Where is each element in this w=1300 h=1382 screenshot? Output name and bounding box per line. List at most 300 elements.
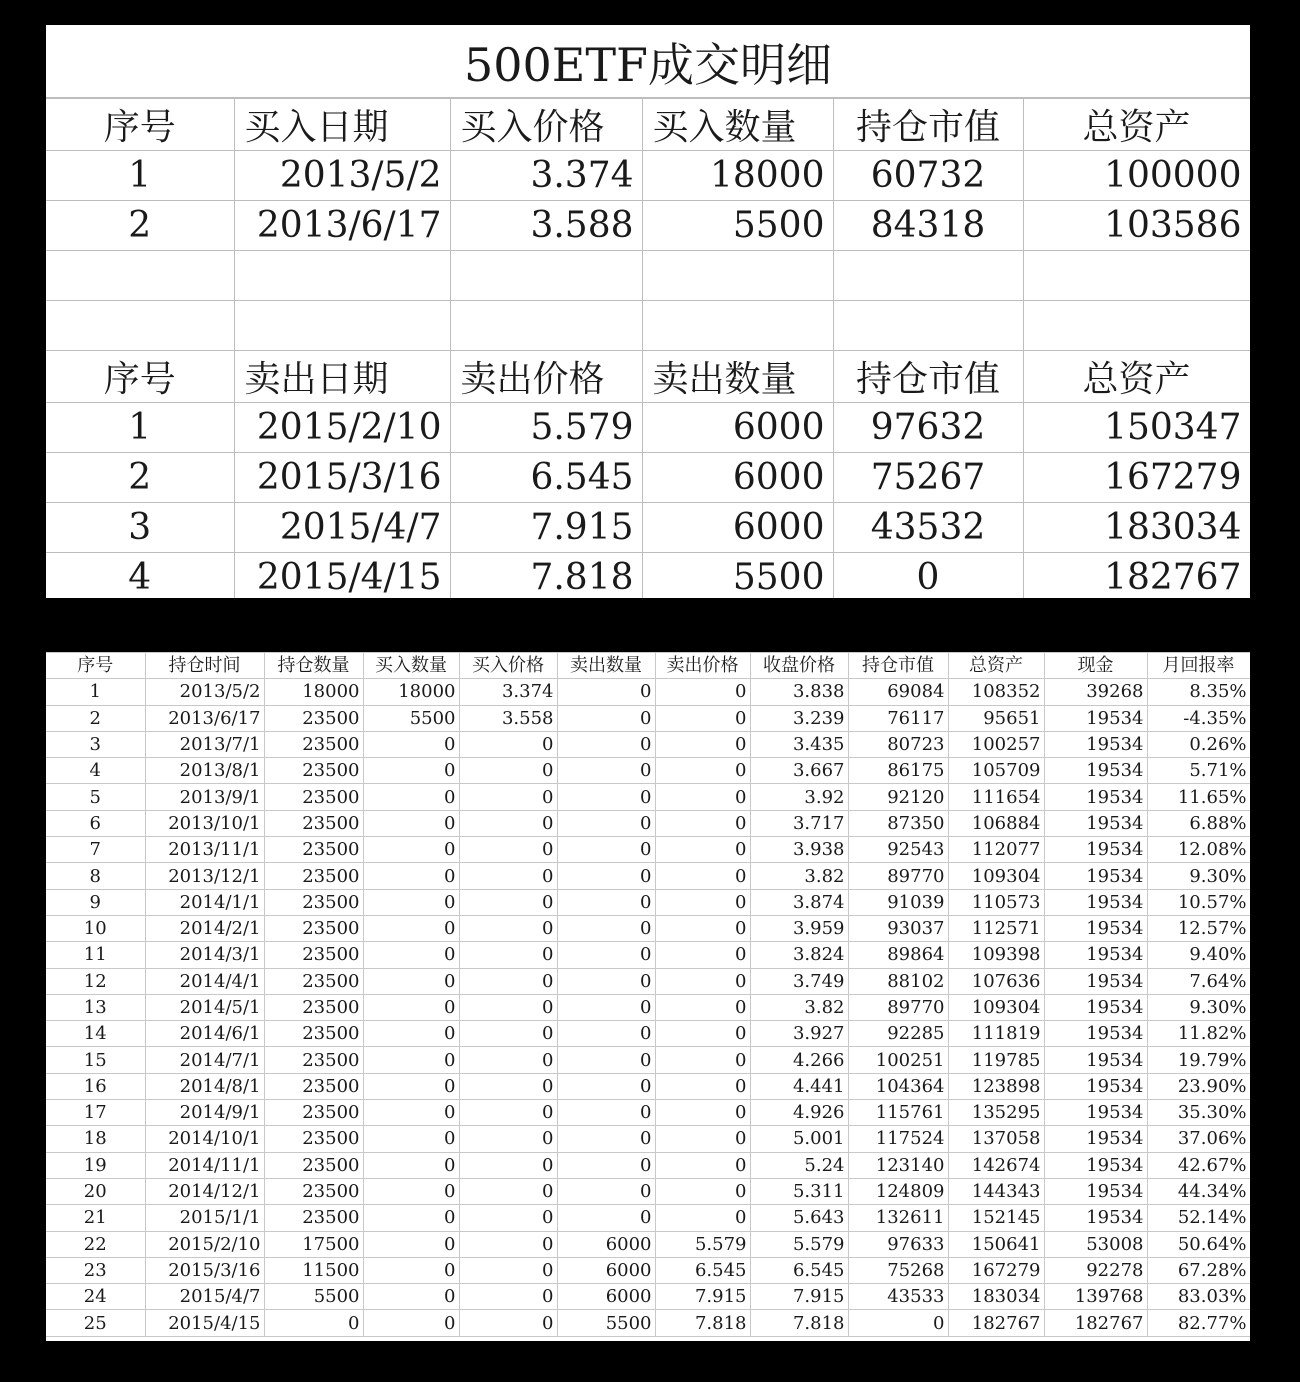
table-cell[interactable]: 0 <box>363 942 459 968</box>
table-cell[interactable]: 7 <box>46 837 145 863</box>
table-cell[interactable]: 2014/9/1 <box>145 1100 264 1126</box>
table-cell[interactable]: 0 <box>459 731 557 757</box>
table-cell[interactable]: 0 <box>655 889 750 915</box>
table-cell[interactable]: 23500 <box>264 1021 363 1047</box>
table-cell[interactable]: 2014/7/1 <box>145 1047 264 1073</box>
table-cell[interactable]: 0 <box>363 784 459 810</box>
table-cell[interactable]: 19534 <box>1044 731 1147 757</box>
column-header[interactable]: 序号 <box>46 99 234 151</box>
table-cell[interactable]: 19534 <box>1044 968 1147 994</box>
table-cell[interactable]: 2013/5/2 <box>145 679 264 705</box>
table-cell[interactable]: 0 <box>363 1257 459 1283</box>
table-cell[interactable]: 86175 <box>848 758 948 784</box>
table-cell[interactable]: 0 <box>557 810 655 836</box>
empty-cell[interactable] <box>642 301 833 351</box>
table-cell[interactable]: 11.82% <box>1147 1021 1250 1047</box>
table-cell[interactable]: 6.545 <box>655 1257 750 1283</box>
table-cell[interactable]: 2013/11/1 <box>145 837 264 863</box>
table-cell[interactable]: 23500 <box>264 942 363 968</box>
table-cell[interactable]: 3 <box>46 503 234 553</box>
table-cell[interactable]: 23500 <box>264 837 363 863</box>
table-cell[interactable]: 18000 <box>264 679 363 705</box>
table-cell[interactable]: 83.03% <box>1147 1284 1250 1310</box>
table-cell[interactable]: 2014/4/1 <box>145 968 264 994</box>
column-header[interactable]: 现金 <box>1044 653 1147 679</box>
table-cell[interactable]: 19534 <box>1044 837 1147 863</box>
table-cell[interactable]: 7.915 <box>655 1284 750 1310</box>
column-header[interactable]: 序号 <box>46 351 234 403</box>
table-cell[interactable]: 7.915 <box>750 1284 848 1310</box>
table-cell[interactable]: 19534 <box>1044 1073 1147 1099</box>
table-cell[interactable]: 76117 <box>848 705 948 731</box>
table-cell[interactable]: 0 <box>459 1231 557 1257</box>
table-cell[interactable]: 112077 <box>948 837 1044 863</box>
table-cell[interactable]: 0 <box>557 1178 655 1204</box>
table-cell[interactable]: 19534 <box>1044 1178 1147 1204</box>
table-cell[interactable]: 19 <box>46 1152 145 1178</box>
table-cell[interactable]: 0 <box>459 784 557 810</box>
table-cell[interactable]: 0 <box>557 1047 655 1073</box>
table-cell[interactable]: 5 <box>46 784 145 810</box>
table-cell[interactable]: 69084 <box>848 679 948 705</box>
table-cell[interactable]: 2013/6/17 <box>234 201 450 251</box>
table-cell[interactable]: 107636 <box>948 968 1044 994</box>
table-cell[interactable]: 95651 <box>948 705 1044 731</box>
table-cell[interactable]: 0 <box>363 1284 459 1310</box>
table-cell[interactable]: 0 <box>459 915 557 941</box>
empty-cell[interactable] <box>833 251 1023 301</box>
table-cell[interactable]: 167279 <box>1023 453 1250 503</box>
table-cell[interactable]: 137058 <box>948 1126 1044 1152</box>
table-cell[interactable]: 23500 <box>264 1073 363 1099</box>
column-header[interactable]: 持仓数量 <box>264 653 363 679</box>
table-cell[interactable]: 23500 <box>264 1126 363 1152</box>
table-cell[interactable]: 0 <box>655 758 750 784</box>
table-cell[interactable]: 3.927 <box>750 1021 848 1047</box>
table-cell[interactable]: 182767 <box>1023 553 1250 599</box>
table-cell[interactable]: 2013/10/1 <box>145 810 264 836</box>
table-cell[interactable]: 3.667 <box>750 758 848 784</box>
table-cell[interactable]: 182767 <box>948 1310 1044 1336</box>
table-cell[interactable]: 89864 <box>848 942 948 968</box>
table-cell[interactable]: 87350 <box>848 810 948 836</box>
table-cell[interactable]: 139768 <box>1044 1284 1147 1310</box>
table-cell[interactable]: 2 <box>46 201 234 251</box>
column-header[interactable]: 总资产 <box>1023 99 1250 151</box>
table-cell[interactable]: 0 <box>557 968 655 994</box>
table-cell[interactable]: 119785 <box>948 1047 1044 1073</box>
table-cell[interactable]: 10 <box>46 915 145 941</box>
table-cell[interactable]: 2015/3/16 <box>145 1257 264 1283</box>
table-cell[interactable]: 0 <box>655 810 750 836</box>
table-cell[interactable]: 0 <box>363 863 459 889</box>
column-header[interactable]: 卖出数量 <box>557 653 655 679</box>
table-cell[interactable]: 23500 <box>264 863 363 889</box>
table-cell[interactable]: 0 <box>557 679 655 705</box>
table-cell[interactable]: 105709 <box>948 758 1044 784</box>
table-cell[interactable]: 23500 <box>264 889 363 915</box>
table-cell[interactable]: 2014/10/1 <box>145 1126 264 1152</box>
table-cell[interactable]: 109398 <box>948 942 1044 968</box>
table-cell[interactable]: 2014/6/1 <box>145 1021 264 1047</box>
table-cell[interactable]: 1 <box>46 151 234 201</box>
table-cell[interactable]: 0 <box>557 863 655 889</box>
table-cell[interactable]: 80723 <box>848 731 948 757</box>
table-cell[interactable]: 0 <box>459 1047 557 1073</box>
table-cell[interactable]: 2014/2/1 <box>145 915 264 941</box>
table-cell[interactable]: 2 <box>46 453 234 503</box>
table-cell[interactable]: 0 <box>459 837 557 863</box>
table-cell[interactable]: 0 <box>363 1126 459 1152</box>
table-cell[interactable]: 2015/3/16 <box>234 453 450 503</box>
table-cell[interactable]: 67.28% <box>1147 1257 1250 1283</box>
table-cell[interactable]: 123140 <box>848 1152 948 1178</box>
table-cell[interactable]: 2 <box>46 705 145 731</box>
table-cell[interactable]: 6000 <box>557 1284 655 1310</box>
table-cell[interactable]: -4.35% <box>1147 705 1250 731</box>
table-cell[interactable]: 0 <box>557 1073 655 1099</box>
table-cell[interactable]: 0 <box>557 1205 655 1231</box>
table-cell[interactable]: 103586 <box>1023 201 1250 251</box>
table-cell[interactable]: 0 <box>655 679 750 705</box>
table-cell[interactable]: 110573 <box>948 889 1044 915</box>
table-cell[interactable]: 0 <box>363 1310 459 1336</box>
column-header[interactable]: 收盘价格 <box>750 653 848 679</box>
table-cell[interactable]: 3.717 <box>750 810 848 836</box>
table-cell[interactable]: 112571 <box>948 915 1044 941</box>
table-cell[interactable]: 3.239 <box>750 705 848 731</box>
table-cell[interactable]: 0 <box>363 1047 459 1073</box>
table-cell[interactable]: 6000 <box>557 1231 655 1257</box>
table-cell[interactable]: 0 <box>655 968 750 994</box>
table-cell[interactable]: 6.545 <box>750 1257 848 1283</box>
table-cell[interactable]: 5500 <box>557 1310 655 1336</box>
table-cell[interactable]: 19534 <box>1044 942 1147 968</box>
table-cell[interactable]: 19534 <box>1044 1152 1147 1178</box>
table-cell[interactable]: 0 <box>557 837 655 863</box>
table-cell[interactable]: 0 <box>557 784 655 810</box>
table-cell[interactable]: 0 <box>655 1073 750 1099</box>
table-cell[interactable]: 0 <box>459 758 557 784</box>
table-cell[interactable]: 6000 <box>642 453 833 503</box>
table-cell[interactable]: 11 <box>46 942 145 968</box>
table-cell[interactable]: 0 <box>363 810 459 836</box>
table-cell[interactable]: 144343 <box>948 1178 1044 1204</box>
table-cell[interactable]: 0 <box>459 810 557 836</box>
table-cell[interactable]: 37.06% <box>1147 1126 1250 1152</box>
table-cell[interactable]: 0 <box>363 1205 459 1231</box>
table-cell[interactable]: 0 <box>459 1126 557 1152</box>
table-cell[interactable]: 5500 <box>363 705 459 731</box>
empty-cell[interactable] <box>1023 301 1250 351</box>
table-cell[interactable]: 183034 <box>1023 503 1250 553</box>
table-cell[interactable]: 3.374 <box>450 151 642 201</box>
table-cell[interactable]: 2015/4/15 <box>145 1310 264 1336</box>
table-cell[interactable]: 60732 <box>833 151 1023 201</box>
column-header[interactable]: 持仓市值 <box>833 99 1023 151</box>
table-cell[interactable]: 23500 <box>264 810 363 836</box>
table-cell[interactable]: 3.92 <box>750 784 848 810</box>
table-cell[interactable]: 123898 <box>948 1073 1044 1099</box>
table-cell[interactable]: 0 <box>557 1100 655 1126</box>
table-cell[interactable]: 0 <box>459 1152 557 1178</box>
table-cell[interactable]: 115761 <box>848 1100 948 1126</box>
table-cell[interactable]: 0 <box>459 968 557 994</box>
table-cell[interactable]: 23500 <box>264 705 363 731</box>
table-cell[interactable]: 0 <box>459 1310 557 1336</box>
table-cell[interactable]: 19534 <box>1044 915 1147 941</box>
table-cell[interactable]: 4.441 <box>750 1073 848 1099</box>
table-cell[interactable]: 17500 <box>264 1231 363 1257</box>
column-header[interactable]: 买入数量 <box>642 99 833 151</box>
table-cell[interactable]: 3.374 <box>459 679 557 705</box>
column-header[interactable]: 月回报率 <box>1147 653 1250 679</box>
table-cell[interactable]: 0 <box>363 994 459 1020</box>
table-cell[interactable]: 4.266 <box>750 1047 848 1073</box>
table-cell[interactable]: 53008 <box>1044 1231 1147 1257</box>
table-cell[interactable]: 20 <box>46 1178 145 1204</box>
table-cell[interactable]: 23500 <box>264 1178 363 1204</box>
table-cell[interactable]: 3.82 <box>750 863 848 889</box>
table-cell[interactable]: 0 <box>655 994 750 1020</box>
table-cell[interactable]: 42.67% <box>1147 1152 1250 1178</box>
table-cell[interactable]: 0 <box>557 889 655 915</box>
table-cell[interactable]: 23.90% <box>1147 1073 1250 1099</box>
table-cell[interactable]: 0 <box>557 1126 655 1152</box>
table-cell[interactable]: 5500 <box>642 553 833 599</box>
table-cell[interactable]: 10.57% <box>1147 889 1250 915</box>
table-cell[interactable]: 0 <box>655 1100 750 1126</box>
table-cell[interactable]: 0 <box>363 889 459 915</box>
table-cell[interactable]: 0 <box>363 1021 459 1047</box>
table-cell[interactable]: 6.88% <box>1147 810 1250 836</box>
table-cell[interactable]: 0 <box>655 1205 750 1231</box>
table-cell[interactable]: 2014/8/1 <box>145 1073 264 1099</box>
table-cell[interactable]: 100251 <box>848 1047 948 1073</box>
table-cell[interactable]: 5.24 <box>750 1152 848 1178</box>
column-header[interactable]: 总资产 <box>1023 351 1250 403</box>
table-cell[interactable]: 19534 <box>1044 863 1147 889</box>
table-cell[interactable]: 92543 <box>848 837 948 863</box>
table-cell[interactable]: 2013/12/1 <box>145 863 264 889</box>
table-cell[interactable]: 8 <box>46 863 145 889</box>
table-cell[interactable]: 7.64% <box>1147 968 1250 994</box>
table-cell[interactable]: 0 <box>557 1152 655 1178</box>
table-cell[interactable]: 2015/1/1 <box>145 1205 264 1231</box>
table-cell[interactable]: 7.818 <box>450 553 642 599</box>
table-cell[interactable]: 0 <box>655 731 750 757</box>
table-cell[interactable]: 21 <box>46 1205 145 1231</box>
table-cell[interactable]: 0 <box>848 1310 948 1336</box>
table-cell[interactable]: 4 <box>46 553 234 599</box>
table-cell[interactable]: 19534 <box>1044 784 1147 810</box>
table-cell[interactable]: 19534 <box>1044 1205 1147 1231</box>
table-cell[interactable]: 0 <box>655 863 750 889</box>
table-cell[interactable]: 3.82 <box>750 994 848 1020</box>
table-cell[interactable]: 5.71% <box>1147 758 1250 784</box>
table-cell[interactable]: 23500 <box>264 915 363 941</box>
table-cell[interactable]: 23500 <box>264 994 363 1020</box>
table-cell[interactable]: 7.915 <box>450 503 642 553</box>
table-cell[interactable]: 23500 <box>264 784 363 810</box>
table-cell[interactable]: 4 <box>46 758 145 784</box>
table-cell[interactable]: 39268 <box>1044 679 1147 705</box>
table-cell[interactable]: 14 <box>46 1021 145 1047</box>
table-cell[interactable]: 0 <box>655 1021 750 1047</box>
table-cell[interactable]: 0 <box>459 942 557 968</box>
table-cell[interactable]: 19534 <box>1044 758 1147 784</box>
table-cell[interactable]: 150641 <box>948 1231 1044 1257</box>
table-cell[interactable]: 0 <box>459 1257 557 1283</box>
column-header[interactable]: 持仓时间 <box>145 653 264 679</box>
table-cell[interactable]: 1 <box>46 403 234 453</box>
table-cell[interactable]: 0 <box>655 1152 750 1178</box>
table-cell[interactable]: 0 <box>363 837 459 863</box>
table-cell[interactable]: 9.40% <box>1147 942 1250 968</box>
table-cell[interactable]: 84318 <box>833 201 1023 251</box>
column-header[interactable]: 买入数量 <box>363 653 459 679</box>
table-cell[interactable]: 117524 <box>848 1126 948 1152</box>
table-cell[interactable]: 0 <box>459 994 557 1020</box>
empty-cell[interactable] <box>234 251 450 301</box>
table-cell[interactable]: 17 <box>46 1100 145 1126</box>
table-cell[interactable]: 9.30% <box>1147 994 1250 1020</box>
table-cell[interactable]: 108352 <box>948 679 1044 705</box>
table-cell[interactable]: 6000 <box>557 1257 655 1283</box>
table-cell[interactable]: 0 <box>459 1178 557 1204</box>
table-cell[interactable]: 132611 <box>848 1205 948 1231</box>
table-cell[interactable]: 12.08% <box>1147 837 1250 863</box>
table-cell[interactable]: 19534 <box>1044 810 1147 836</box>
table-cell[interactable]: 19534 <box>1044 1100 1147 1126</box>
table-cell[interactable]: 92285 <box>848 1021 948 1047</box>
table-cell[interactable]: 3.824 <box>750 942 848 968</box>
table-cell[interactable]: 19534 <box>1044 889 1147 915</box>
table-cell[interactable]: 0 <box>459 1073 557 1099</box>
table-cell[interactable]: 9.30% <box>1147 863 1250 889</box>
table-cell[interactable]: 167279 <box>948 1257 1044 1283</box>
table-cell[interactable]: 8.35% <box>1147 679 1250 705</box>
table-cell[interactable]: 75268 <box>848 1257 948 1283</box>
table-cell[interactable]: 5.579 <box>655 1231 750 1257</box>
table-cell[interactable]: 0 <box>363 1100 459 1126</box>
table-cell[interactable]: 6000 <box>642 403 833 453</box>
table-cell[interactable]: 23500 <box>264 731 363 757</box>
table-cell[interactable]: 22 <box>46 1231 145 1257</box>
table-cell[interactable]: 92120 <box>848 784 948 810</box>
table-cell[interactable]: 23500 <box>264 758 363 784</box>
table-cell[interactable]: 11.65% <box>1147 784 1250 810</box>
table-cell[interactable]: 3.959 <box>750 915 848 941</box>
table-cell[interactable]: 11500 <box>264 1257 363 1283</box>
table-cell[interactable]: 2013/8/1 <box>145 758 264 784</box>
table-cell[interactable]: 0 <box>264 1310 363 1336</box>
table-cell[interactable]: 0 <box>557 1021 655 1047</box>
table-cell[interactable]: 111819 <box>948 1021 1044 1047</box>
empty-cell[interactable] <box>450 251 642 301</box>
column-header[interactable]: 持仓市值 <box>848 653 948 679</box>
table-cell[interactable]: 5500 <box>264 1284 363 1310</box>
table-cell[interactable]: 3.938 <box>750 837 848 863</box>
table-cell[interactable]: 2014/12/1 <box>145 1178 264 1204</box>
table-cell[interactable]: 24 <box>46 1284 145 1310</box>
table-cell[interactable]: 100000 <box>1023 151 1250 201</box>
table-cell[interactable]: 0 <box>363 731 459 757</box>
table-cell[interactable]: 2013/9/1 <box>145 784 264 810</box>
table-cell[interactable]: 142674 <box>948 1152 1044 1178</box>
table-cell[interactable]: 0 <box>459 863 557 889</box>
table-cell[interactable]: 0 <box>363 758 459 784</box>
table-cell[interactable]: 109304 <box>948 863 1044 889</box>
table-cell[interactable]: 3.838 <box>750 679 848 705</box>
table-cell[interactable]: 100257 <box>948 731 1044 757</box>
table-cell[interactable]: 0 <box>655 1178 750 1204</box>
table-cell[interactable]: 5.579 <box>750 1231 848 1257</box>
table-cell[interactable]: 13 <box>46 994 145 1020</box>
table-cell[interactable]: 19534 <box>1044 705 1147 731</box>
table-cell[interactable]: 0 <box>655 837 750 863</box>
table-cell[interactable]: 19534 <box>1044 1126 1147 1152</box>
table-cell[interactable]: 43532 <box>833 503 1023 553</box>
table-cell[interactable]: 5.579 <box>450 403 642 453</box>
column-header[interactable]: 卖出数量 <box>642 351 833 403</box>
table-cell[interactable]: 35.30% <box>1147 1100 1250 1126</box>
table-cell[interactable]: 89770 <box>848 994 948 1020</box>
table-cell[interactable]: 2014/1/1 <box>145 889 264 915</box>
table-cell[interactable]: 0 <box>459 1100 557 1126</box>
table-cell[interactable]: 91039 <box>848 889 948 915</box>
table-cell[interactable]: 0 <box>557 942 655 968</box>
table-cell[interactable]: 23500 <box>264 1100 363 1126</box>
table-cell[interactable]: 2015/2/10 <box>145 1231 264 1257</box>
table-cell[interactable]: 18000 <box>642 151 833 201</box>
table-cell[interactable]: 0 <box>557 994 655 1020</box>
table-cell[interactable]: 0 <box>459 1021 557 1047</box>
table-cell[interactable]: 89770 <box>848 863 948 889</box>
empty-cell[interactable] <box>46 301 234 351</box>
column-header[interactable]: 买入价格 <box>450 99 642 151</box>
empty-cell[interactable] <box>833 301 1023 351</box>
table-cell[interactable]: 104364 <box>848 1073 948 1099</box>
table-cell[interactable]: 97633 <box>848 1231 948 1257</box>
table-cell[interactable]: 3 <box>46 731 145 757</box>
table-cell[interactable]: 23500 <box>264 1152 363 1178</box>
table-cell[interactable]: 25 <box>46 1310 145 1336</box>
table-cell[interactable]: 0 <box>557 705 655 731</box>
table-cell[interactable]: 88102 <box>848 968 948 994</box>
table-cell[interactable]: 75267 <box>833 453 1023 503</box>
table-cell[interactable]: 5500 <box>642 201 833 251</box>
table-cell[interactable]: 2013/7/1 <box>145 731 264 757</box>
table-cell[interactable]: 4.926 <box>750 1100 848 1126</box>
table-cell[interactable]: 6 <box>46 810 145 836</box>
table-cell[interactable]: 3.558 <box>459 705 557 731</box>
column-header[interactable]: 卖出价格 <box>655 653 750 679</box>
table-cell[interactable]: 93037 <box>848 915 948 941</box>
table-cell[interactable]: 0 <box>363 1073 459 1099</box>
table-cell[interactable]: 6.545 <box>450 453 642 503</box>
table-cell[interactable]: 0 <box>655 784 750 810</box>
table-cell[interactable]: 182767 <box>1044 1310 1147 1336</box>
table-cell[interactable]: 124809 <box>848 1178 948 1204</box>
column-header[interactable]: 买入价格 <box>459 653 557 679</box>
table-cell[interactable]: 19534 <box>1044 994 1147 1020</box>
table-cell[interactable]: 16 <box>46 1073 145 1099</box>
table-cell[interactable]: 12.57% <box>1147 915 1250 941</box>
table-cell[interactable]: 2014/5/1 <box>145 994 264 1020</box>
table-cell[interactable]: 0 <box>655 1126 750 1152</box>
table-cell[interactable]: 2015/4/7 <box>145 1284 264 1310</box>
